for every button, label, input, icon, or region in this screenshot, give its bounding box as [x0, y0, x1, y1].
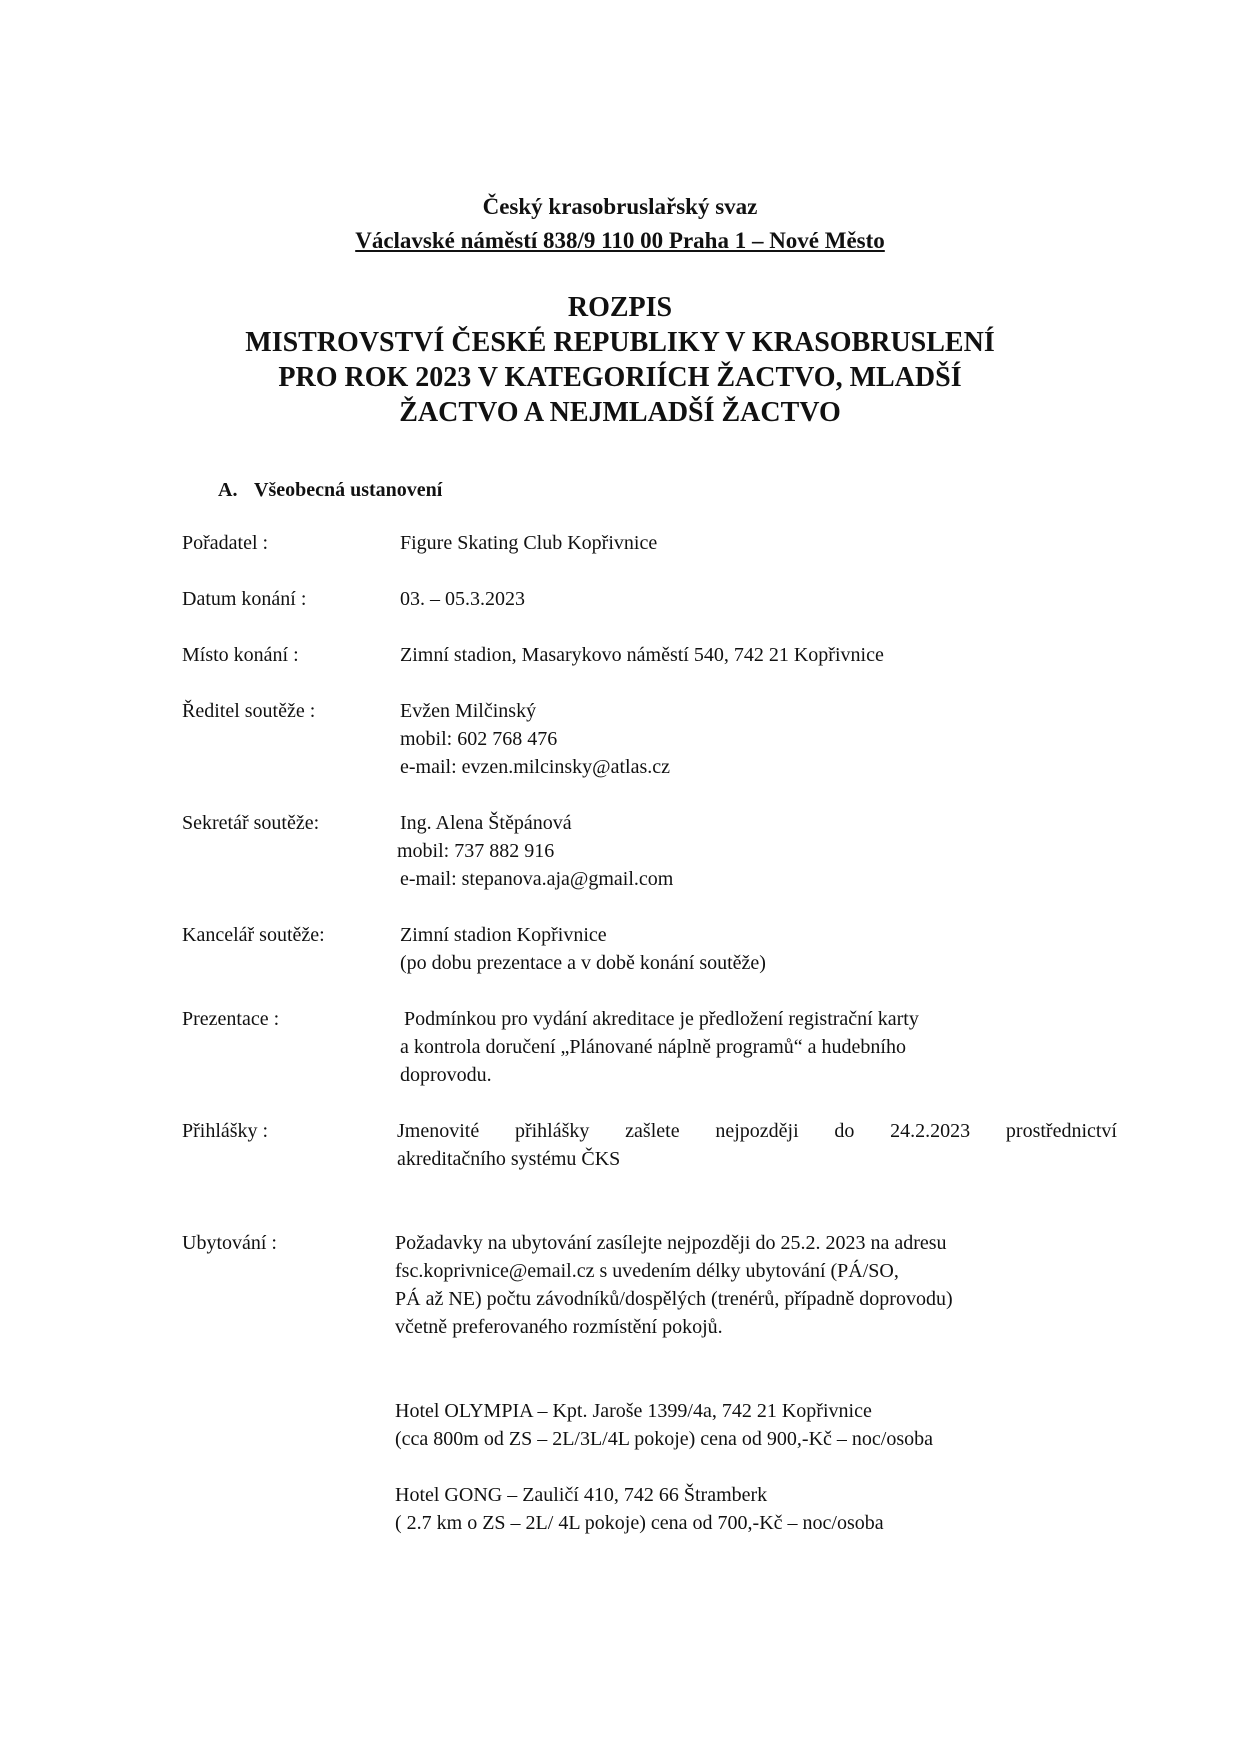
director-block: [400, 697, 670, 781]
hotel-gong-line-1: Hotel GONG – Zauličí 410, 742 66 Štramberk: [395, 1484, 768, 1506]
registration-line-3: doprovodu.: [400, 1064, 492, 1086]
registration-line-1: Podmínkou pro vydání akreditace je předložení registrační karty: [404, 1008, 919, 1030]
registration-line-2: a kontrola doručení „Plánované náplně programů“ a hudebního: [400, 1036, 906, 1058]
accommodation-label: Ubytování :: [182, 1232, 277, 1254]
office-label: Kancelář soutěže:: [182, 924, 325, 946]
office-block: [400, 921, 766, 977]
registration-block: [400, 1005, 919, 1089]
organization-name: Český krasobruslařský svaz: [482, 194, 758, 219]
document-title: [0, 290, 1240, 430]
hotel-olympia-block: [395, 1397, 933, 1453]
venue-value: Zimní stadion, Masarykovo náměstí 540, 742 21 Kopřivnice: [400, 644, 884, 666]
secretary-label: Sekretář soutěže:: [182, 812, 320, 834]
hotel-olympia-line-2: (cca 800m od ZS – 2L/3L/4L pokoje) cena od 900,-Kč – noc/osoba: [395, 1428, 934, 1450]
section-a-heading: [218, 477, 442, 503]
section-a-title: Všeobecná ustanovení: [254, 479, 443, 501]
section-a-letter: A.: [218, 479, 238, 501]
accommodation-block: [395, 1229, 953, 1341]
accommodation-line-2: fsc.koprivnice@email.cz s uvedením délky ubytování (PÁ/SO,: [395, 1260, 899, 1282]
organization-address: [0, 227, 1240, 255]
hotel-olympia-line-1: Hotel OLYMPIA – Kpt. Jaroše 1399/4a, 742 21 Kopřivnice: [395, 1400, 872, 1422]
hotel-gong-block: [395, 1481, 884, 1537]
organization-address-text: Václavské náměstí 838/9 110 00 Praha 1 – Nové Město: [355, 228, 885, 253]
office-line-2: (po dobu prezentace a v době konání soutěže): [400, 952, 766, 974]
date-label: Datum konání :: [182, 588, 307, 610]
date-value: 03. – 05.3.2023: [400, 588, 525, 610]
title-line-4: ŽACTVO A NEJMLADŠÍ ŽACTVO: [399, 397, 841, 428]
entries-label: Přihlášky :: [182, 1120, 269, 1142]
secretary-email: e-mail: stepanova.aja@gmail.com: [400, 868, 674, 890]
director-name: Evžen Milčinský: [400, 700, 537, 722]
director-mobile: mobil: 602 768 476: [400, 728, 558, 750]
accommodation-line-1: Požadavky na ubytování zasílejte nejpozději do 25.2. 2023 na adresu: [395, 1232, 947, 1254]
director-label: Ředitel soutěže :: [182, 700, 316, 722]
entries-line-2: akreditačního systému ČKS: [397, 1148, 621, 1170]
secretary-name: Ing. Alena Štěpánová: [400, 812, 572, 834]
director-email: e-mail: evzen.milcinsky@atlas.cz: [400, 756, 670, 778]
accommodation-line-4: včetně preferovaného rozmístění pokojů.: [395, 1316, 723, 1338]
organizer-label: Pořadatel :: [182, 532, 269, 554]
entries-line-1: Jmenovité přihlášky zašlete nejpozději do 24.2.2023 prostřednictví: [397, 1120, 1117, 1142]
registration-label: Prezentace :: [182, 1008, 280, 1030]
hotel-gong-line-2: ( 2.7 km o ZS – 2L/ 4L pokoje) cena od 700,-Kč – noc/osoba: [395, 1512, 884, 1534]
accommodation-line-3: PÁ až NE) počtu závodníků/dospělých (trenérů, případně doprovodu): [395, 1288, 953, 1310]
secretary-block: [397, 809, 674, 893]
secretary-mobile: mobil: 737 882 916: [397, 840, 555, 862]
organizer-value: Figure Skating Club Kopřivnice: [400, 532, 658, 554]
title-line-3: PRO ROK 2023 V KATEGORIÍCH ŽACTVO, MLADŠÍ: [278, 362, 962, 393]
title-line-1: ROZPIS: [567, 292, 673, 323]
office-line-1: Zimní stadion Kopřivnice: [400, 924, 607, 946]
title-line-2: MISTROVSTVÍ ČESKÉ REPUBLIKY V KRASOBRUSLENÍ: [245, 327, 995, 358]
venue-label: Místo konání :: [182, 644, 299, 666]
entries-block: [397, 1117, 1117, 1173]
